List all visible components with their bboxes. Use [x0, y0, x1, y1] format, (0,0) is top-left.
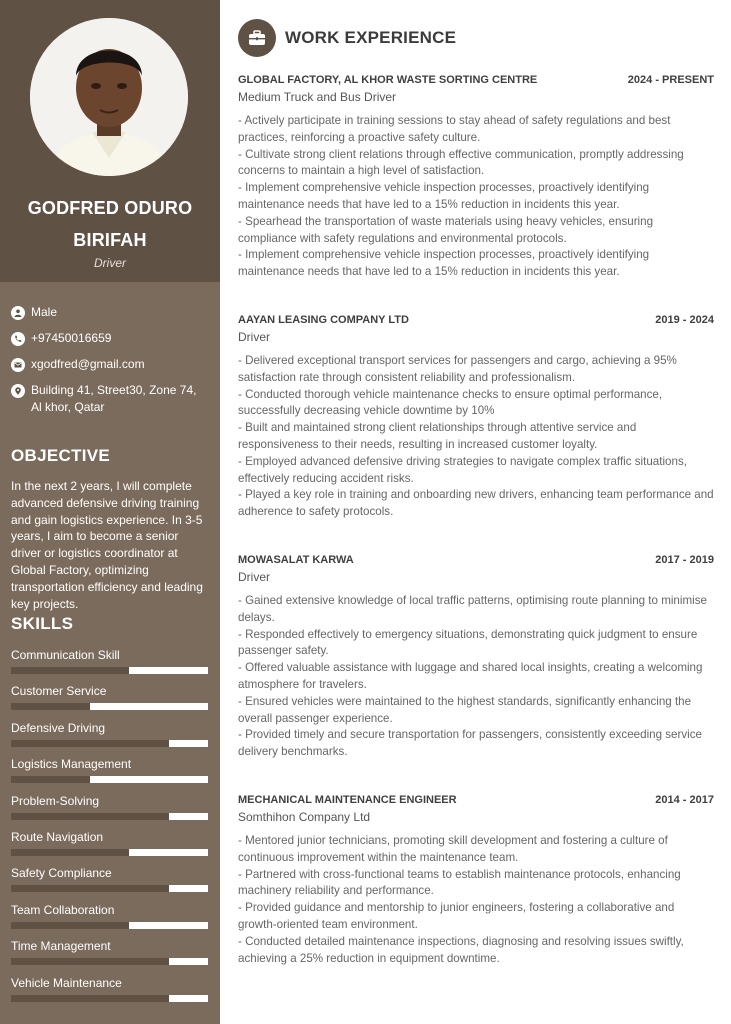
skill-label: Logistics Management: [11, 757, 132, 772]
objective-heading: OBJECTIVE: [11, 446, 111, 465]
skill-label: Safety Compliance: [11, 866, 112, 881]
contact-phone-text: +97450016659: [31, 331, 112, 345]
contact-phone[interactable]: [11, 330, 211, 347]
skill-bar: [11, 813, 208, 820]
skill-item: [11, 829, 208, 865]
job-company: GLOBAL FACTORY, AL KHOR WASTE SORTING CENTRE: [238, 74, 538, 86]
skill-level-fill: [11, 995, 169, 1002]
skill-level-fill: [11, 667, 129, 674]
skill-bar: [11, 667, 208, 674]
job-dates: 2024 - PRESENT: [627, 74, 714, 86]
contact-email[interactable]: [11, 356, 211, 373]
contact-list: [11, 304, 211, 425]
skills-list: [11, 647, 208, 1011]
profile-name-line2: BIRIFAH: [73, 230, 147, 250]
skill-item: [11, 683, 208, 719]
job-company: MECHANICAL MAINTENANCE ENGINEER: [238, 794, 457, 806]
skill-bar: [11, 740, 208, 747]
phone-icon: [11, 332, 25, 346]
job-title: Somthihon Company Ltd: [238, 810, 371, 824]
job-description: - Mentored junior technicians, promoting skill development and fostering a culture of continuous improvement within the maintenance team. - Partnered with cross-functional teams to establish maintenance protocols, enhancing machinery reliability and performance. - Provided guidance and mentorship to junior engineers, fostering a collaborative and growth-oriented team environment. - Conducted detailed maintenance inspections, diagnosing and resolving issues swiftly, achieving a 25% reduction in equipment downtime.: [238, 834, 684, 965]
skill-level-fill: [11, 740, 169, 747]
briefcase-icon: [238, 19, 276, 57]
skill-label: Vehicle Maintenance: [11, 975, 122, 990]
skill-level-fill: [11, 703, 90, 710]
job-title: Medium Truck and Bus Driver: [238, 90, 397, 104]
profile-role: Driver: [94, 256, 126, 270]
job-header: [238, 73, 714, 87]
skill-bar: [11, 995, 208, 1002]
main-content: [238, 18, 714, 965]
work-experience-heading: WORK EXPERIENCE: [285, 28, 457, 47]
skill-level-fill: [11, 885, 169, 892]
contact-address: [11, 382, 211, 416]
skill-level-fill: [11, 922, 129, 929]
skill-bar: [11, 958, 208, 965]
job-dates: 2019 - 2024: [655, 314, 714, 326]
sidebar: [0, 0, 220, 1024]
job-entry: [238, 313, 714, 521]
job-company: AAYAN LEASING COMPANY LTD: [238, 314, 409, 326]
profile-photo: [30, 18, 188, 176]
skill-item: [11, 938, 208, 974]
skill-level-fill: [11, 849, 129, 856]
avatar-portrait: [30, 18, 188, 176]
skill-level-fill: [11, 813, 169, 820]
contact-email-text: xgodfred@gmail.com: [31, 357, 145, 371]
skill-bar: [11, 776, 208, 783]
objective-text: In the next 2 years, I will complete advanced defensive driving training and gain logistics experience. In 3-5 years, I aim to become a senior driver or logistics coordinator at Global Factory, optimizing transportation efficiency and leading key projects.: [11, 479, 203, 611]
profile-name: [0, 192, 220, 256]
job-title: Driver: [238, 570, 270, 584]
location-icon: [11, 384, 25, 398]
skill-label: Defensive Driving: [11, 720, 106, 735]
skill-level-fill: [11, 776, 90, 783]
skill-item: [11, 647, 208, 683]
skill-label: Route Navigation: [11, 829, 104, 844]
skill-label: Time Management: [11, 939, 111, 954]
job-header: [238, 553, 714, 567]
contact-gender-text: Male: [31, 305, 58, 319]
job-description: - Actively participate in training sessions to stay ahead of safety regulations and best practices, reinforcing a proactive safety culture. - Cultivate strong client relations through effective communication, promptly addressing concerns to maintain a high level of satisfaction. - Implement comprehensive vehicle inspection processes, proactively identifying maintenance needs that have led to a 15% reduction in incidents this year. - Spearhead the transportation of waste materials using heavy vehicles, ensuring compliance with safety regulations and environmental protocols. - Implement comprehensive vehicle inspection processes, proactively identifying maintenance needs that have led to a 15% reduction in incidents this year.: [238, 114, 684, 279]
skill-label: Communication Skill: [11, 648, 120, 662]
job-entry: [238, 553, 714, 761]
user-icon: [11, 306, 25, 320]
job-entry: [238, 793, 714, 967]
contact-address-text: Building 41, Street30, Zone 74, Al khor, Qatar: [31, 383, 197, 414]
skill-label: Problem-Solving: [11, 793, 100, 808]
skill-bar: [11, 849, 208, 856]
job-entry: [238, 73, 714, 281]
skill-item: [11, 720, 208, 756]
contact-gender: [11, 304, 211, 321]
skill-label: Team Collaboration: [11, 902, 115, 917]
job-header: [238, 793, 714, 807]
work-experience-header: [238, 18, 714, 58]
job-header: [238, 313, 714, 327]
skill-item: [11, 793, 208, 829]
job-title: Driver: [238, 330, 270, 344]
job-dates: 2014 - 2017: [655, 794, 714, 806]
email-icon: [11, 358, 25, 372]
profile-name-line1: GODFRED ODURO: [27, 198, 193, 218]
job-company: MOWASALAT KARWA: [238, 554, 354, 566]
skill-level-fill: [11, 958, 169, 965]
skills-heading: SKILLS: [11, 614, 74, 633]
skill-label: Customer Service: [11, 684, 107, 699]
skill-item: [11, 975, 208, 1011]
job-dates: 2017 - 2019: [655, 554, 714, 566]
profile-header: [0, 0, 220, 282]
job-description: - Delivered exceptional transport services for passengers and cargo, achieving a 95% satisfaction rate through consistent reliability and professionalism. - Conducted thorough vehicle maintenance checks to ensure optimal performance, successfully decreasing vehicle downtime by 10% - Built and maintained strong client relationships through attentive service and responsiveness to their needs, resulting in increased customer loyalty. - Employed advanced defensive driving strategies to navigate complex traffic situations, effectively reducing accident risks. - Played a key role in training and onboarding new drivers, enhancing team performance and adherence to safety protocols.: [238, 354, 714, 519]
skill-bar: [11, 922, 208, 929]
job-description: - Gained extensive knowledge of local traffic patterns, optimising route planning to minimise delays. - Responded effectively to emergency situations, demonstrating quick judgment to ensure passenger safety. - Offered valuable assistance with luggage and shared local insights, creating a welcoming atmosphere for travelers. - Ensured vehicles were maintained to the highest standards, significantly enhancing the overall passenger experience. - Provided timely and secure transportation for passengers, consistently exceeding service delivery benchmarks.: [238, 594, 707, 759]
skill-item: [11, 756, 208, 792]
skill-item: [11, 865, 208, 901]
skill-bar: [11, 885, 208, 892]
skill-bar: [11, 703, 208, 710]
skill-item: [11, 902, 208, 938]
